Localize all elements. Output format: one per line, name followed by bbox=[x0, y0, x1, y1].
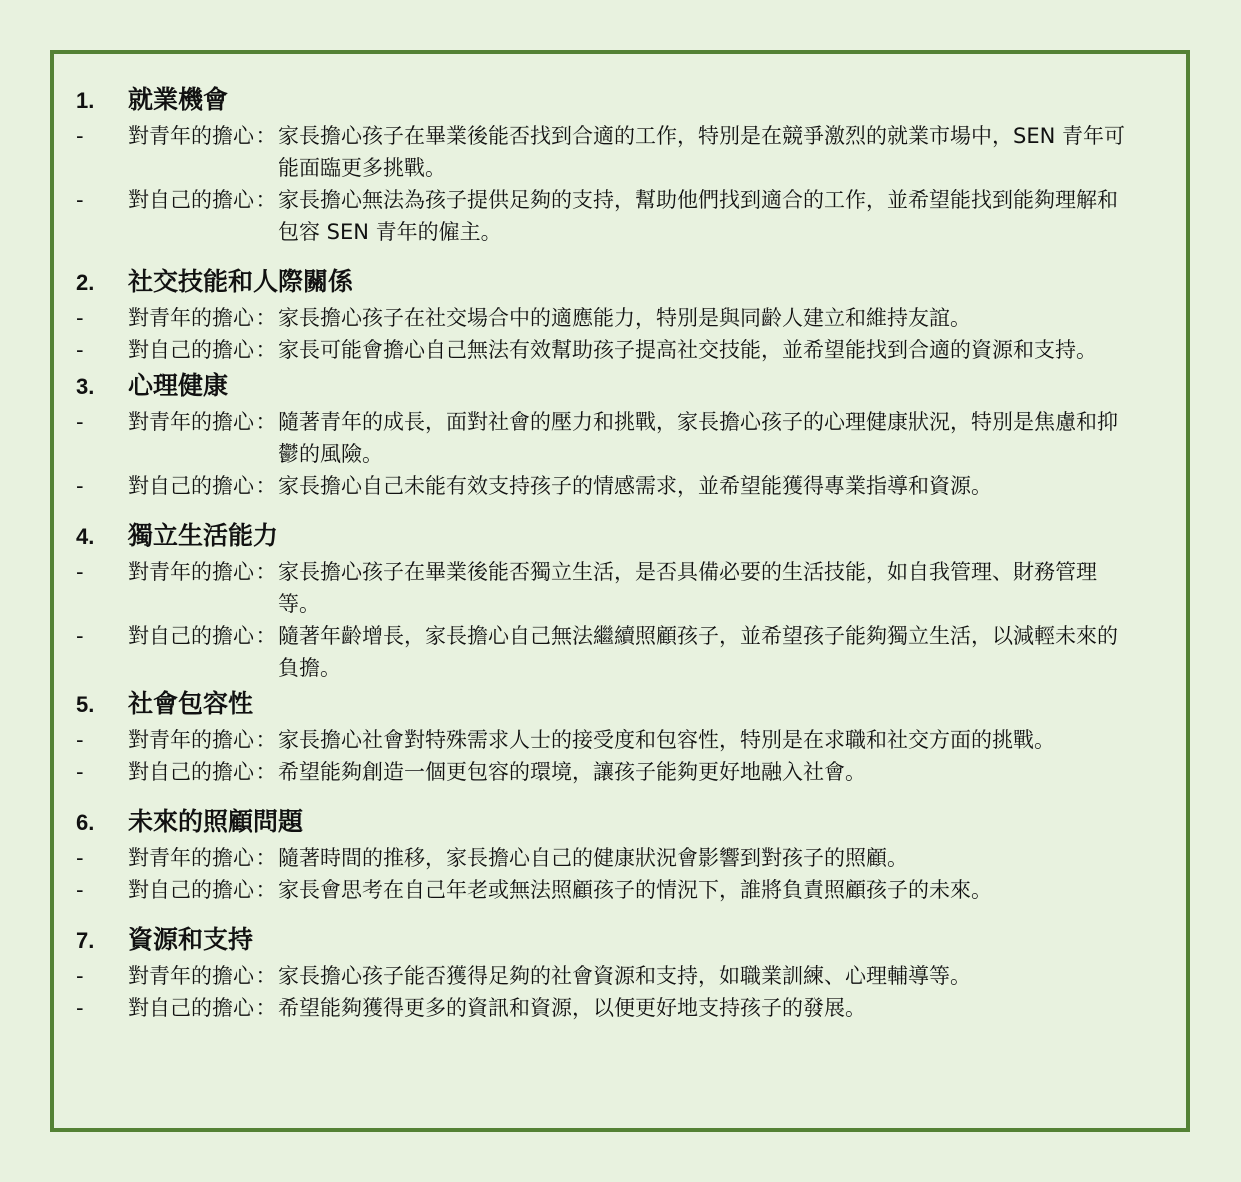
item-text: 隨著時間的推移，家長擔心自己的健康狀況會影響到對孩子的照顧。 bbox=[278, 846, 908, 870]
section-heading bbox=[76, 366, 1160, 406]
item-colon: ： bbox=[255, 996, 277, 1020]
section-independent-living bbox=[76, 516, 1160, 684]
list-item bbox=[76, 120, 1160, 184]
item-text: 家長擔心社會對特殊需求人士的接受度和包容性，特別是在求職和社交方面的挑戰。 bbox=[278, 728, 1055, 752]
list-item bbox=[76, 470, 1160, 502]
list-item bbox=[76, 874, 1160, 906]
section-heading bbox=[76, 802, 1160, 842]
item-label: 對青年的擔心 bbox=[128, 306, 254, 330]
bullet-dash: - bbox=[76, 728, 84, 752]
section-social-inclusion bbox=[76, 684, 1160, 788]
item-colon: ： bbox=[255, 474, 277, 498]
item-label: 對青年的擔心 bbox=[128, 846, 254, 870]
list-item bbox=[76, 842, 1160, 874]
bullet-dash: - bbox=[76, 306, 84, 330]
bullet-dash: - bbox=[76, 846, 84, 870]
item-label: 對青年的擔心 bbox=[128, 728, 254, 752]
item-label: 對自己的擔心 bbox=[128, 624, 254, 648]
section-heading bbox=[76, 684, 1160, 724]
section-title: 心理健康 bbox=[128, 371, 229, 400]
bullet-dash: - bbox=[76, 188, 84, 212]
bullet-dash: - bbox=[76, 760, 84, 784]
section-number: 4. bbox=[76, 524, 95, 549]
section-future-care bbox=[76, 802, 1160, 906]
section-number: 5. bbox=[76, 692, 95, 717]
item-text: 家長會思考在自己年老或無法照顧孩子的情況下，誰將負責照顧孩子的未來。 bbox=[278, 878, 992, 902]
section-title: 就業機會 bbox=[128, 85, 229, 114]
item-colon: ： bbox=[255, 964, 277, 988]
list-item bbox=[76, 184, 1160, 248]
item-label: 對自己的擔心 bbox=[128, 474, 254, 498]
bullet-dash: - bbox=[76, 964, 84, 988]
item-label: 對自己的擔心 bbox=[128, 338, 254, 362]
list-item bbox=[76, 960, 1160, 992]
section-number: 3. bbox=[76, 374, 95, 399]
section-number: 2. bbox=[76, 270, 95, 295]
item-text: 隨著年齡增長，家長擔心自己無法繼續照顧孩子，並希望孩子能夠獨立生活，以減輕未來的負擔。 bbox=[278, 624, 1118, 680]
item-colon: ： bbox=[255, 338, 277, 362]
bullet-dash: - bbox=[76, 878, 84, 902]
item-text: 家長擔心孩子在畢業後能否獨立生活，是否具備必要的生活技能，如自我管理、財務管理等。 bbox=[278, 560, 1097, 616]
bullet-dash: - bbox=[76, 410, 84, 434]
item-text: 隨著青年的成長，面對社會的壓力和挑戰，家長擔心孩子的心理健康狀況，特別是焦慮和抑鬱的風險。 bbox=[278, 410, 1118, 466]
list-item bbox=[76, 756, 1160, 788]
section-heading bbox=[76, 920, 1160, 960]
list-item bbox=[76, 556, 1160, 620]
item-colon: ： bbox=[255, 410, 277, 434]
bullet-dash: - bbox=[76, 124, 84, 148]
list-item bbox=[76, 302, 1160, 334]
section-resources-support bbox=[76, 920, 1160, 1024]
item-colon: ： bbox=[255, 760, 277, 784]
item-colon: ： bbox=[255, 188, 277, 212]
list-item bbox=[76, 724, 1160, 756]
item-colon: ： bbox=[255, 728, 277, 752]
content-box bbox=[50, 50, 1190, 1132]
item-colon: ： bbox=[255, 124, 277, 148]
item-text: 家長可能會擔心自己無法有效幫助孩子提高社交技能，並希望能找到合適的資源和支持。 bbox=[278, 338, 1097, 362]
bullet-dash: - bbox=[76, 338, 84, 362]
section-employment bbox=[76, 80, 1160, 248]
item-label: 對自己的擔心 bbox=[128, 878, 254, 902]
list-item bbox=[76, 620, 1160, 684]
section-title: 社交技能和人際關係 bbox=[128, 267, 354, 296]
item-text: 家長擔心孩子在社交場合中的適應能力，特別是與同齡人建立和維持友誼。 bbox=[278, 306, 971, 330]
item-text: 家長擔心無法為孩子提供足夠的支持，幫助他們找到適合的工作，並希望能找到能夠理解和包容 SEN 青年的僱主。 bbox=[278, 188, 1118, 244]
list-item bbox=[76, 334, 1160, 366]
section-mental-health bbox=[76, 366, 1160, 502]
bullet-dash: - bbox=[76, 474, 84, 498]
section-title: 獨立生活能力 bbox=[128, 521, 279, 550]
section-number: 6. bbox=[76, 810, 95, 835]
section-title: 社會包容性 bbox=[128, 689, 254, 718]
section-number: 7. bbox=[76, 928, 95, 953]
bullet-dash: - bbox=[76, 996, 84, 1020]
list-item bbox=[76, 992, 1160, 1024]
section-title: 資源和支持 bbox=[128, 925, 254, 954]
item-label: 對自己的擔心 bbox=[128, 760, 254, 784]
item-text: 家長擔心孩子能否獲得足夠的社會資源和支持，如職業訓練、心理輔導等。 bbox=[278, 964, 971, 988]
item-text: 家長擔心自己未能有效支持孩子的情感需求，並希望能獲得專業指導和資源。 bbox=[278, 474, 992, 498]
item-colon: ： bbox=[255, 560, 277, 584]
item-label: 對青年的擔心 bbox=[128, 560, 254, 584]
section-social-skills bbox=[76, 262, 1160, 366]
item-label: 對青年的擔心 bbox=[128, 964, 254, 988]
list-item bbox=[76, 406, 1160, 470]
section-heading bbox=[76, 262, 1160, 302]
item-text: 家長擔心孩子在畢業後能否找到合適的工作，特別是在競爭激烈的就業市場中，SEN 青年可能面臨更多挑戰。 bbox=[278, 124, 1125, 180]
section-heading bbox=[76, 516, 1160, 556]
section-number: 1. bbox=[76, 88, 95, 113]
item-colon: ： bbox=[255, 846, 277, 870]
item-colon: ： bbox=[255, 624, 277, 648]
item-text: 希望能夠獲得更多的資訊和資源，以便更好地支持孩子的發展。 bbox=[278, 996, 866, 1020]
item-text: 希望能夠創造一個更包容的環境，讓孩子能夠更好地融入社會。 bbox=[278, 760, 866, 784]
bullet-dash: - bbox=[76, 560, 84, 584]
bullet-dash: - bbox=[76, 624, 84, 648]
section-title: 未來的照顧問題 bbox=[128, 807, 304, 836]
section-heading bbox=[76, 80, 1160, 120]
item-label: 對自己的擔心 bbox=[128, 996, 254, 1020]
item-label: 對青年的擔心 bbox=[128, 124, 254, 148]
concerns-list bbox=[76, 80, 1160, 1024]
item-label: 對青年的擔心 bbox=[128, 410, 254, 434]
item-label: 對自己的擔心 bbox=[128, 188, 254, 212]
item-colon: ： bbox=[255, 306, 277, 330]
item-colon: ： bbox=[255, 878, 277, 902]
